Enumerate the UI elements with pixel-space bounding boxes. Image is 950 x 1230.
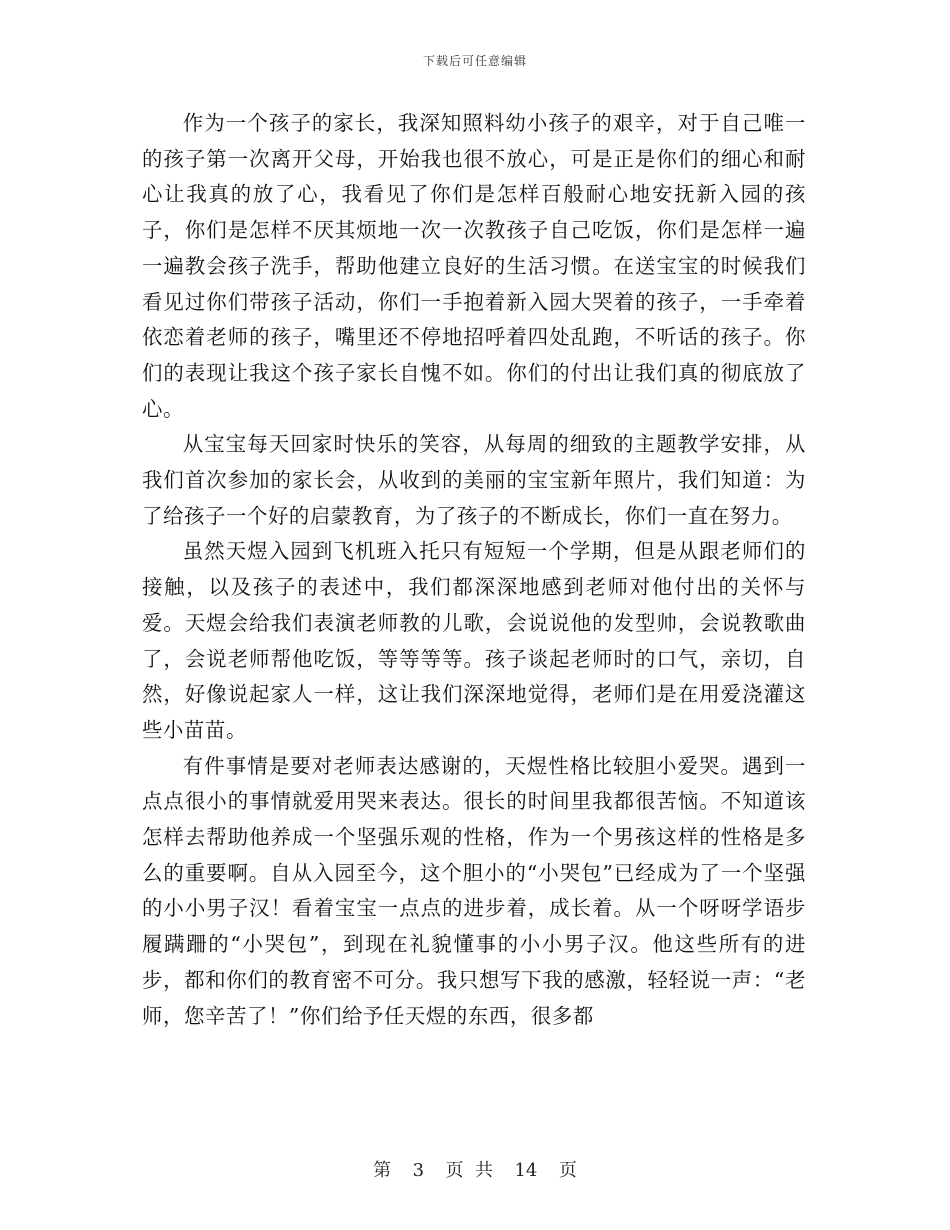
paragraph: 作为一个孩子的家长，我深知照料幼小孩子的艰辛，对于自己唯一的孩子第一次离开父母，开始我也很不放心，可是正是你们的细心和耐心让我真的放了心，我看见了你们是怎样百般耐心地安抚新入园的孩子，你们是怎样不厌其烦地一次一次教孩子自己吃饭，你们是怎样一遍一遍教会孩子洗手，帮助他建立良好的生活习惯。在送宝宝的时候我们看见过你们带孩子活动，你们一手抱着新入园大哭着的孩子，一手牵着依恋着老师的孩子，嘴里还不停地招呼着四处乱跑，不听话的孩子。你们的表现让我这个孩子家长自愧不如。你们的付出让我们真的彻底放了心。 — [142, 111, 806, 421]
total-page-count: 14 — [514, 1160, 538, 1181]
footer-middle: 页 共 — [445, 1160, 493, 1181]
current-page-number: 3 — [412, 1160, 425, 1181]
footer-suffix: 页 — [558, 1160, 577, 1181]
footer-prefix: 第 — [373, 1160, 392, 1181]
paragraph: 虽然天煜入园到飞机班入托只有短短一个学期，但是从跟老师们的接触，以及孩子的表述中，我们都深深地感到老师对他付出的关怀与爱。天煜会给我们表演老师教的儿歌，会说说他的发型帅，会说教歌曲了，会说老师帮他吃饭，等等等等。孩子谈起老师时的口气，亲切，自然，好像说起家人一样，这让我们深深地觉得，老师们是在用爱浇灌这些小苗苗。 — [142, 539, 806, 742]
paragraph: 从宝宝每天回家时快乐的笑容，从每周的细致的主题教学安排，从我们首次参加的家长会，从收到的美丽的宝宝新年照片，我们知道：为了给孩子一个好的启蒙教育，为了孩子的不断成长，你们一直在努力。 — [142, 432, 806, 528]
page-header: 下载后可任意编辑 — [422, 54, 527, 68]
document-body — [142, 106, 806, 1034]
page-footer — [0, 1156, 950, 1182]
paragraph: 有件事情是要对老师表达感谢的，天煜性格比较胆小爱哭。遇到一点点很小的事情就爱用哭来表达。很长的时间里我都很苦恼。不知道该怎样去帮助他养成一个坚强乐观的性格，作为一个男孩这样的性格是多么的重要啊。自从入园至今，这个胆小的“小哭包”已经成为了一个坚强的小小男子汉！看着宝宝一点点的进步着，成长着。从一个呀呀学语步履蹒跚的“小哭包”，到现在礼貌懂事的小小男子汉。他这些所有的进步，都和你们的教育密不可分。我只想写下我的感激，轻轻说一声：“老师，您辛苦了！”你们给予任天煜的东西，很多都 — [142, 753, 806, 1028]
